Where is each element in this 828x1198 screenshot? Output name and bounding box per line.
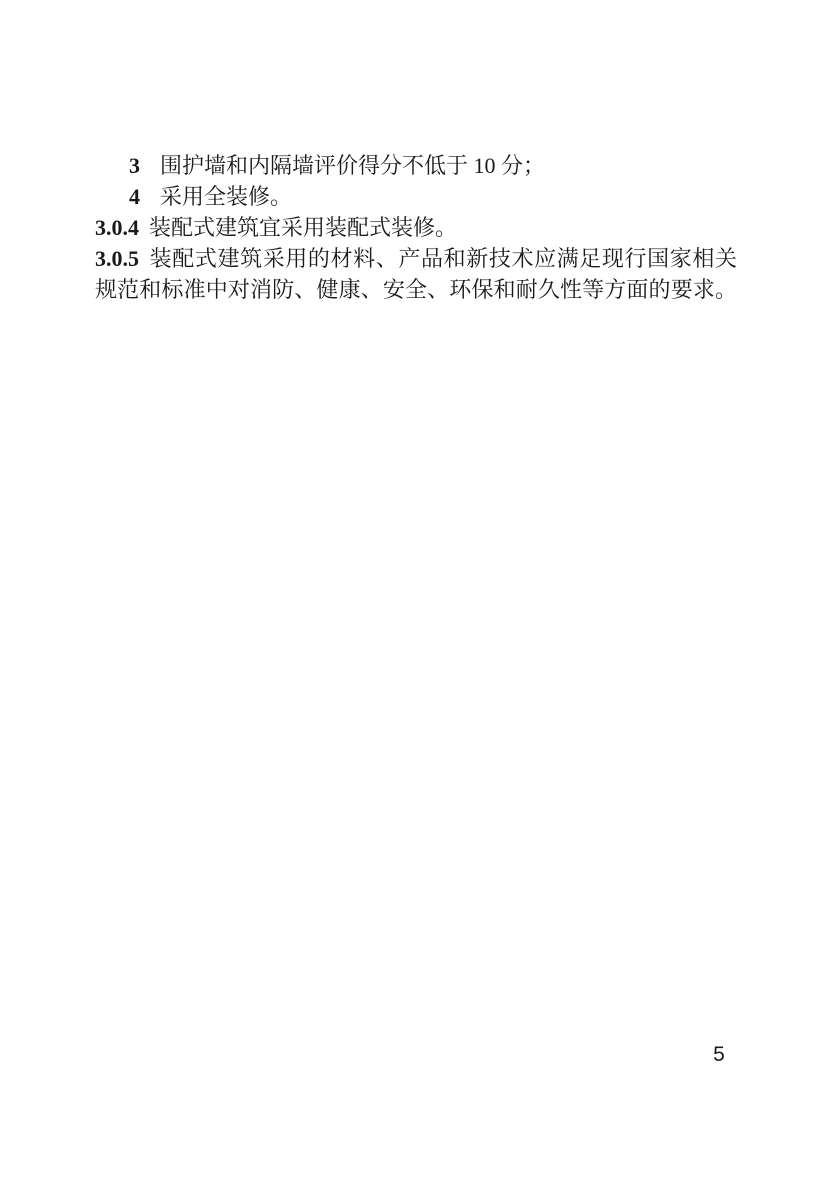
clause-3-0-5-number: 3.0.5 (95, 246, 139, 271)
list-item-4-text: 采用全装修。 (160, 184, 293, 209)
list-item-3-text: 围护墙和内隔墙评价得分不低于 10 分； (160, 153, 546, 178)
clause-3-0-5-line-2: 规范和标准中对消防、健康、安全、环保和耐久性等方面的要求。 (95, 277, 737, 302)
clause-3-0-5-line-1 (95, 243, 737, 274)
list-item-3 (95, 150, 737, 181)
clause-3-0-4-number: 3.0.4 (95, 215, 139, 240)
clause-3-0-4-text: 装配式建筑宜采用装配式装修。 (149, 215, 458, 240)
clause-3-0-4 (95, 212, 737, 243)
document-text-block (95, 150, 737, 305)
list-item-4-number: 4 (129, 184, 140, 209)
page-number: 5 (713, 1043, 725, 1066)
list-item-3-number: 3 (129, 153, 140, 178)
clause-3-0-5-text-line-1: 装配式建筑采用的材料、产品和新技术应满足现行国家相关 (149, 246, 737, 271)
list-item-4 (95, 181, 737, 212)
